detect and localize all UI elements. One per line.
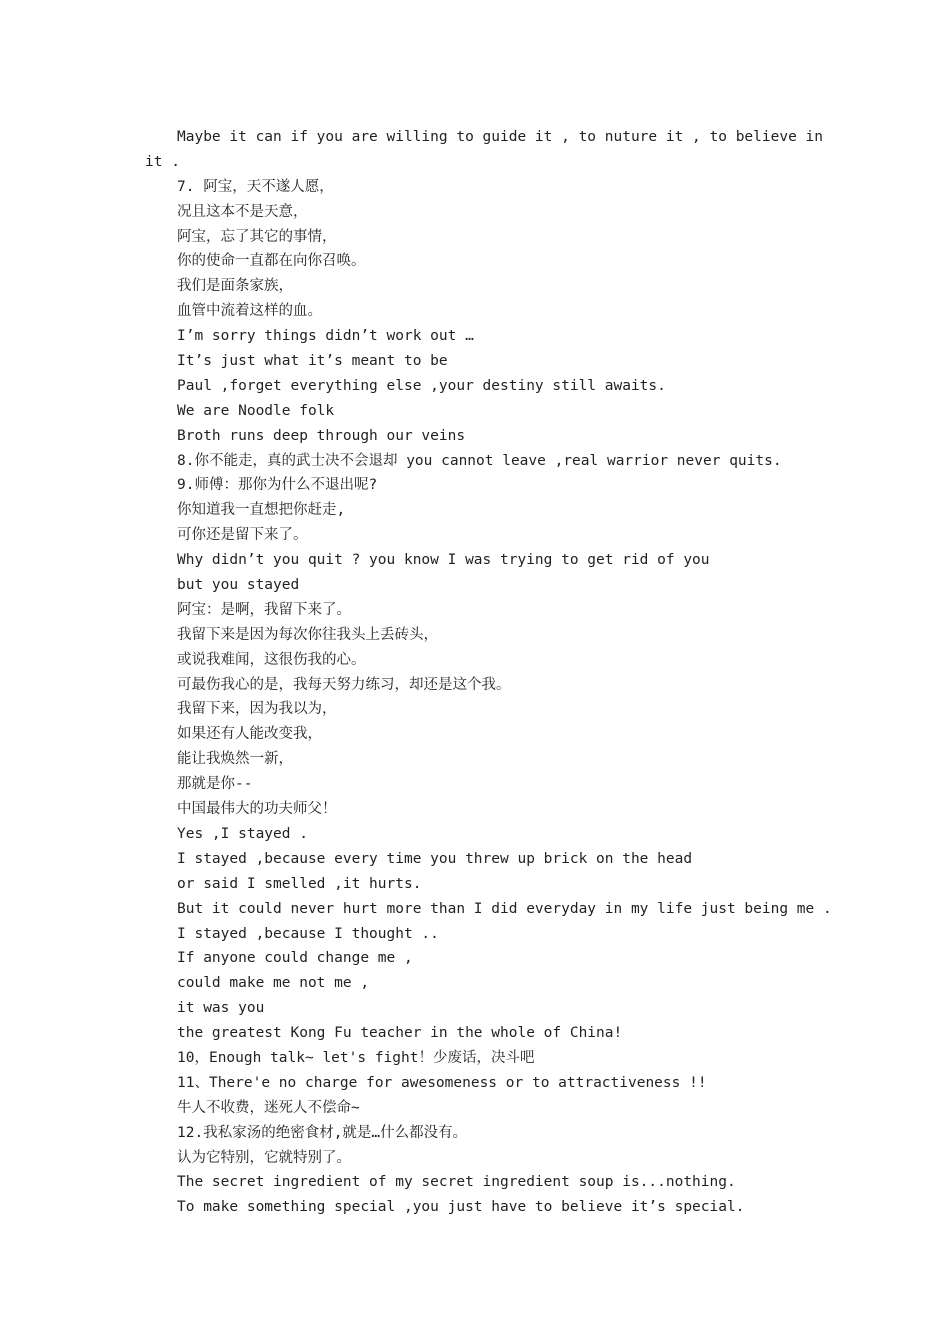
text-line: 或说我难闻，这很伤我的心。 (177, 651, 366, 668)
text-line: 10，Enough talk~ let's fight！少废话，决斗吧 (177, 1049, 535, 1066)
text-line: It’s just what it’s meant to be (177, 353, 448, 370)
text-line: I’m sorry things didn’t work out … (177, 328, 474, 345)
text-line: If anyone could change me , (177, 950, 413, 967)
text-line: 12.我私家汤的绝密食材,就是…什么都没有。 (177, 1124, 468, 1141)
text-line: 9.师傅：那你为什么不退出呢? (177, 477, 378, 494)
text-line: 认为它特别，它就特别了。 (177, 1149, 351, 1166)
text-line: To make something special ,you just have to believe it’s special. (177, 1199, 745, 1216)
text-line: 我留下来，因为我以为， (177, 701, 337, 718)
text-line: could make me not me , (177, 975, 370, 992)
text-line: 11、There'e no charge for awesomeness or to attractiveness !! (177, 1074, 707, 1091)
text-line: 你的使命一直都在向你召唤。 (177, 253, 366, 270)
text-line: We are Noodle folk (177, 402, 335, 419)
text-line: it . (145, 153, 180, 170)
text-line: I stayed ,because I thought .. (177, 925, 439, 942)
text-line: 我留下来是因为每次你往我头上丢砖头， (177, 626, 438, 643)
text-line: 7. 阿宝，天不遂人愿， (177, 178, 334, 195)
text-line: Paul ,forget everything else ,your destiny still awaits. (177, 377, 666, 394)
text-line: 阿宝，忘了其它的事情， (177, 228, 337, 245)
document-body (145, 125, 832, 1220)
text-line: or said I smelled ,it hurts. (177, 875, 422, 892)
text-line: the greatest Kong Fu teacher in the whole of China! (177, 1025, 623, 1042)
text-line: The secret ingredient of my secret ingredient soup is...nothing. (177, 1174, 736, 1191)
text-line: 血管中流着这样的血。 (177, 303, 322, 320)
text-line: 你知道我一直想把你赶走, (177, 502, 346, 519)
text-line: 那就是你-- (177, 776, 253, 793)
text-line: Broth runs deep through our veins (177, 427, 466, 444)
text-line: 如果还有人能改变我， (177, 726, 322, 743)
text-line: 我们是面条家族， (177, 278, 293, 295)
text-line: 8.你不能走，真的武士决不会退却 you cannot leave ,real warrior never quits. (177, 452, 782, 469)
text-line: but you stayed (177, 577, 300, 594)
text-line: 可最伤我心的是，我每天努力练习，却还是这个我。 (177, 676, 511, 693)
text-line: it was you (177, 1000, 265, 1017)
text-line: Why didn’t you quit ? you know I was trying to get rid of you (177, 552, 710, 569)
text-line: 可你还是留下来了。 (177, 527, 308, 544)
text-line: But it could never hurt more than I did everyday in my life just being me . (177, 900, 832, 917)
text-line: Maybe it can if you are willing to guide it , to nuture it , to believe in (177, 129, 824, 145)
text-line: 能让我焕然一新， (177, 751, 293, 768)
text-line: 牛人不收费，迷死人不偿命~ (177, 1099, 360, 1116)
text-line: Yes ,I stayed . (177, 825, 308, 842)
text-line: 中国最伟大的功夫师父！ (177, 801, 337, 818)
text-line: I stayed ,because every time you threw up brick on the head (177, 850, 693, 867)
text-line: 况且这本不是天意， (177, 203, 308, 220)
text-line: 阿宝：是啊，我留下来了。 (177, 601, 351, 618)
